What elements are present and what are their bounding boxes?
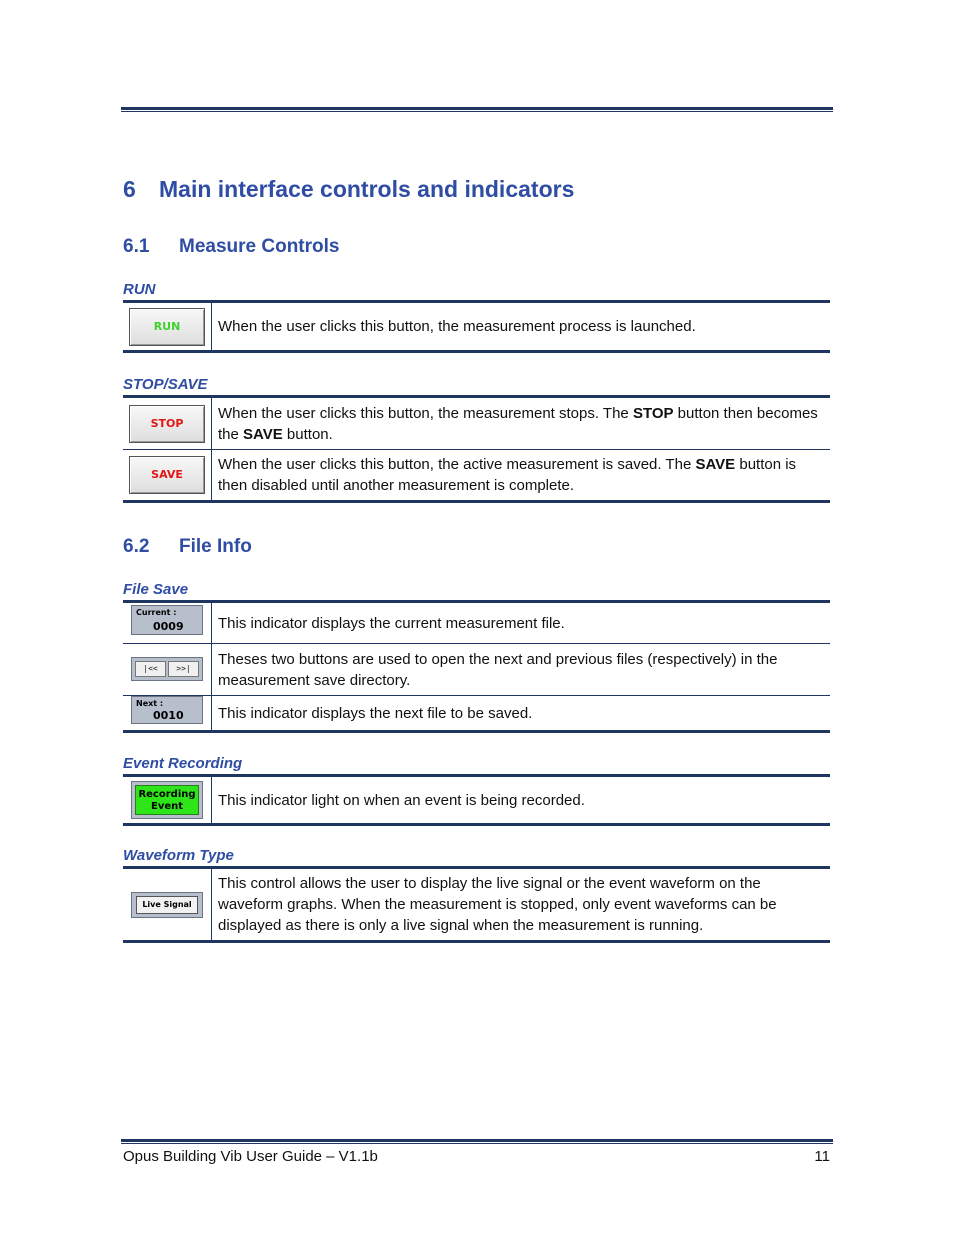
waveform-control	[131, 892, 203, 918]
current-value: 0009	[153, 620, 184, 633]
footer-title: Opus Building Vib User Guide – V1.1b	[123, 1148, 378, 1165]
section-number: 6.2	[123, 536, 150, 557]
text-run: When the user clicks this button, the measurement stops. The	[218, 404, 633, 422]
live-signal-button[interactable]: Live Signal	[136, 896, 198, 914]
run-description: When the user clicks this button, the measurement process is launched.	[218, 318, 696, 335]
next-description: This indicator displays the next file to be saved.	[212, 696, 831, 732]
stop-save-table	[123, 395, 830, 503]
next-value: 0010	[153, 709, 184, 722]
current-description: This indicator displays the current measurement file.	[218, 614, 565, 632]
subheading-waveform-type: Waveform Type	[123, 847, 234, 864]
nav-description: Theses two buttons are used to open the next and previous files (respectively) in the measurement save directory.	[212, 644, 831, 696]
event-description: This indicator light on when an event is being recorded.	[218, 791, 585, 809]
table-row	[123, 776, 830, 825]
footer-rule	[121, 1139, 833, 1144]
table-row	[123, 868, 830, 942]
chapter-number: 6	[123, 176, 136, 202]
file-nav-buttons	[131, 657, 203, 681]
text-run: button then becomes the	[218, 404, 818, 443]
control-image-cell	[123, 602, 212, 644]
event-table	[123, 774, 830, 826]
stop-button[interactable]: STOP	[129, 405, 205, 443]
text-bold: STOP	[632, 404, 674, 422]
section-heading-measure	[123, 236, 339, 258]
current-file-indicator	[131, 605, 203, 635]
table-row	[123, 696, 830, 732]
recording-line1: Recording	[138, 789, 196, 800]
text-bold: SAVE	[695, 456, 736, 473]
control-image-cell	[123, 450, 212, 502]
next-file-button[interactable]: >>|	[168, 661, 199, 677]
run-button[interactable]: RUN	[129, 308, 205, 346]
stop-description	[212, 397, 831, 450]
next-file-indicator	[131, 696, 203, 724]
header-rule	[121, 107, 833, 112]
control-image-cell	[123, 644, 212, 696]
table-row	[123, 397, 830, 450]
next-label: Next :	[136, 699, 164, 708]
table-row	[123, 602, 830, 644]
file-save-table	[123, 600, 830, 733]
subheading-stop-save: STOP/SAVE	[123, 376, 208, 393]
section-title: Measure Controls	[179, 236, 340, 257]
section-number: 6.1	[123, 236, 150, 257]
save-button[interactable]: SAVE	[129, 456, 205, 494]
control-image-cell	[123, 302, 212, 352]
recording-line2: Event	[150, 801, 184, 812]
control-image-cell	[123, 397, 212, 450]
save-description	[212, 450, 831, 502]
text-run: button.	[282, 425, 333, 443]
table-row	[123, 644, 830, 696]
subheading-run: RUN	[123, 281, 156, 298]
control-image-cell	[123, 696, 212, 732]
current-label: Current :	[136, 608, 177, 617]
page-number: 11	[814, 1148, 830, 1165]
section-heading-file	[123, 536, 252, 558]
chapter-heading	[123, 176, 574, 203]
table-row	[123, 450, 830, 502]
subheading-event-recording: Event Recording	[123, 755, 243, 772]
text-run: button is then disabled until another measurement is complete.	[218, 456, 797, 494]
recording-light	[135, 785, 199, 815]
waveform-description: This control allows the user to display the live signal or the event waveform on the waveform graphs. When the measurement is stopped, only event waveforms can be displayed as there is only a live signal when the measurement is running.	[218, 875, 777, 934]
control-image-cell	[123, 776, 212, 825]
text-run: When the user clicks this button, the active measurement is saved. The	[218, 456, 696, 473]
control-image-cell	[123, 868, 212, 942]
text-bold: SAVE	[243, 425, 283, 443]
section-title: File Info	[179, 536, 252, 557]
subheading-file-save: File Save	[123, 581, 189, 598]
run-table	[123, 300, 830, 353]
recording-event-indicator	[131, 781, 203, 819]
table-row	[123, 302, 830, 352]
previous-file-button[interactable]: |<<	[135, 661, 166, 677]
chapter-title: Main interface controls and indicators	[159, 176, 575, 202]
waveform-table	[123, 866, 830, 943]
